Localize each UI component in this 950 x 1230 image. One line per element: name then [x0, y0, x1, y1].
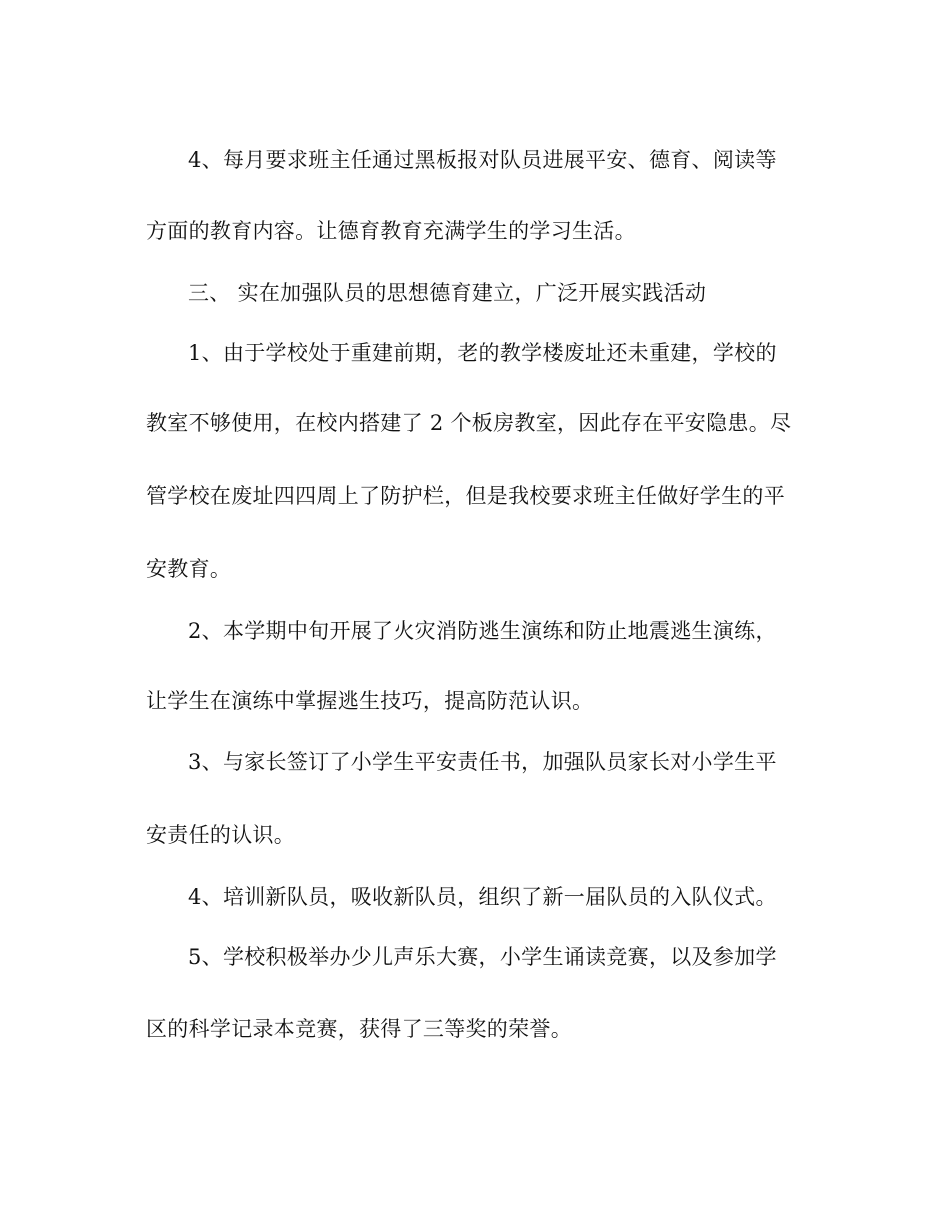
paragraph-line: 安责任的认识。 — [146, 823, 296, 847]
paragraph-line: 1、由于学校处于重建前期，老的教学楼废址还未重建，学校的 — [188, 341, 777, 365]
paragraph-line: 4、培训新队员，吸收新队员，组织了新一届队员的入队仪式。 — [188, 885, 777, 909]
paragraph-line: 教室不够使用，在校内搭建了 2 个板房教室，因此存在平安隐患。尽 — [146, 411, 792, 435]
paragraph-line: 4、每月要求班主任通过黑板报对队员进展平安、德育、阅读等 — [188, 148, 777, 172]
paragraph-line: 3、与家长签订了小学生平安责任书，加强队员家长对小学生平 — [188, 750, 777, 774]
paragraph-line: 管学校在废址四四周上了防护栏，但是我校要求班主任做好学生的平 — [146, 484, 785, 508]
paragraph-line: 安教育。 — [146, 557, 232, 581]
paragraph-line: 5、学校积极举办少儿声乐大赛，小学生诵读竞赛，以及参加学 — [188, 945, 777, 969]
section-heading: 三、 实在加强队员的思想德育建立，广泛开展实践活动 — [188, 281, 707, 305]
paragraph-line: 让学生在演练中掌握逃生技巧，提高防范认识。 — [146, 689, 594, 713]
paragraph-line: 2、本学期中旬开展了火灾消防逃生演练和防止地震逃生演练， — [188, 619, 777, 643]
paragraph-line: 区的科学记录本竞赛，获得了三等奖的荣誉。 — [146, 1017, 572, 1041]
paragraph-line: 方面的教育内容。让德育教育充满学生的学习生活。 — [146, 219, 636, 243]
